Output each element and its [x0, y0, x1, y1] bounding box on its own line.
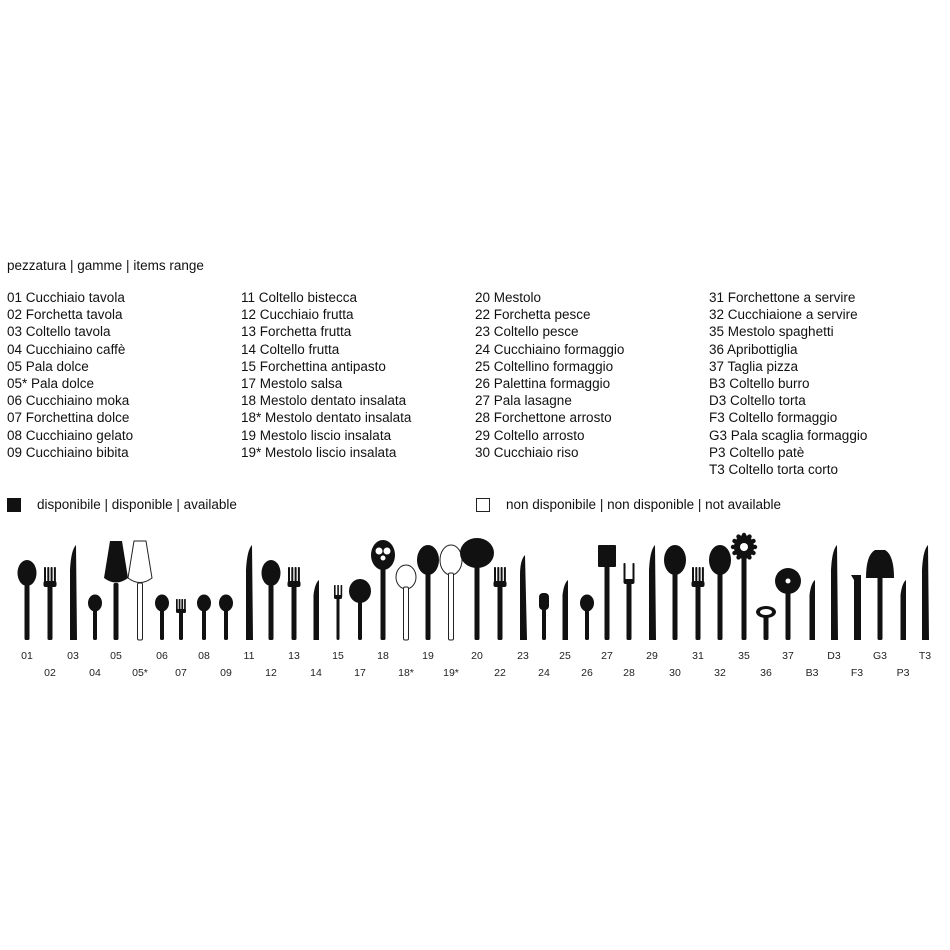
- tool-code-label: 24: [538, 667, 550, 679]
- tool-09-icon: [219, 595, 233, 641]
- item-entry: 30 Cucchiaio riso: [475, 444, 579, 460]
- item-entry: F3 Coltello formaggio: [709, 410, 838, 426]
- item-entry: 22 Forchetta pesce: [475, 307, 591, 323]
- tool-code-label: 32: [714, 667, 726, 679]
- tool-code-label: 01: [21, 650, 33, 662]
- tool-36-icon: [756, 606, 776, 640]
- item-entry: 08 Cucchiaino gelato: [7, 427, 134, 443]
- tool-04-icon: [88, 595, 102, 641]
- tool-30-icon: [664, 545, 686, 640]
- item-entry: 17 Mestolo salsa: [241, 376, 343, 392]
- tool-19-icon: [417, 545, 439, 640]
- tool-code-label: D3: [827, 650, 841, 662]
- tool-code-label: 18: [377, 650, 389, 662]
- tool-17-icon: [349, 579, 371, 640]
- tool-code-label: 29: [646, 650, 658, 662]
- item-entry: 12 Cucchiaio frutta: [241, 307, 354, 323]
- item-entry: 14 Coltello frutta: [241, 341, 340, 357]
- item-entry: 28 Forchettone arrosto: [475, 410, 612, 426]
- legend-available: [7, 497, 237, 512]
- filled-square-icon: [7, 498, 21, 512]
- items-column-2: [241, 289, 411, 461]
- legend-available-label: disponibile | disponible | available: [37, 497, 237, 512]
- tool-code-label: 28: [623, 667, 635, 679]
- tool-19-alt-icon: [440, 545, 462, 640]
- page-heading: pezzatura | gamme | items range: [7, 258, 204, 273]
- tool-code-label: 04: [89, 667, 101, 679]
- tool-31-icon: [692, 567, 705, 640]
- tool-12-icon: [262, 560, 281, 640]
- tool-code-label: 14: [310, 667, 322, 679]
- tool-18-alt-icon: [396, 565, 416, 640]
- tool-37-icon: [775, 568, 801, 640]
- tool-code-label: 37: [782, 650, 794, 662]
- item-entry: 18 Mestolo dentato insalata: [241, 393, 407, 409]
- tool-14-icon: [314, 580, 320, 640]
- item-entry: 15 Forchettina antipasto: [241, 358, 386, 374]
- tool-code-label: 26: [581, 667, 593, 679]
- item-entry: 31 Forchettone a servire: [709, 290, 856, 305]
- item-entry: 23 Coltello pesce: [475, 324, 579, 340]
- tool-code-label: 13: [288, 650, 300, 662]
- tool-32-icon: [709, 545, 731, 640]
- item-entry: 37 Taglia pizza: [709, 358, 799, 374]
- tool-06-icon: [155, 595, 169, 641]
- tool-G3-icon: [866, 550, 894, 640]
- tool-code-label: F3: [850, 667, 864, 679]
- item-entry: 25 Coltellino formaggio: [475, 358, 614, 374]
- tool-code-label: B3: [805, 667, 819, 679]
- items-column-4: [709, 289, 867, 478]
- tool-code-label: 19: [422, 650, 434, 662]
- tool-code-label: 27: [601, 650, 613, 662]
- legend-not-available-label: non disponibile | non disponible | not available: [506, 497, 781, 512]
- tool-08-icon: [197, 595, 211, 641]
- tool-22-icon: [494, 567, 507, 640]
- item-entry: D3 Coltello torta: [709, 393, 806, 409]
- tool-code-label: G3: [872, 650, 888, 662]
- item-entry: 20 Mestolo: [475, 290, 542, 305]
- item-entry: P3 Coltello patè: [709, 444, 805, 460]
- item-entry: 13 Forchetta frutta: [241, 324, 352, 340]
- tool-code-label: 03: [67, 650, 79, 662]
- item-entry: 19 Mestolo liscio insalata: [241, 427, 392, 443]
- tool-26-icon: [580, 595, 594, 641]
- item-entry: 05* Pala dolce: [7, 376, 95, 392]
- tool-code-label: 11: [243, 650, 255, 662]
- tool-code-label: T3: [918, 650, 932, 662]
- tool-code-label: 30: [669, 667, 681, 679]
- item-entry: 05 Pala dolce: [7, 358, 89, 374]
- item-entry: 09 Cucchiaino bibita: [7, 444, 129, 460]
- tool-code-label: 06: [156, 650, 168, 662]
- tool-code-label: 17: [354, 667, 366, 679]
- item-entry: 04 Cucchiaino caffè: [7, 341, 126, 357]
- item-entry: 06 Cucchiaino moka: [7, 393, 130, 409]
- tool-F3-icon: [851, 575, 861, 640]
- item-entry: 11 Coltello bistecca: [241, 290, 358, 305]
- item-entry: 27 Pala lasagne: [475, 393, 572, 409]
- tool-23-icon: [520, 555, 527, 640]
- tool-code-label: 31: [692, 650, 704, 662]
- item-entry: 03 Coltello tavola: [7, 324, 111, 340]
- item-entry: 35 Mestolo spaghetti: [709, 324, 834, 340]
- tool-code-label: 19*: [443, 667, 459, 679]
- item-entry: B3 Coltello burro: [709, 376, 810, 392]
- tool-07-icon: [176, 599, 186, 640]
- empty-square-icon: [476, 498, 490, 512]
- tool-code-label: 20: [471, 650, 483, 662]
- tool-code-label: 22: [494, 667, 506, 679]
- cutlery-silhouettes: [0, 525, 950, 685]
- item-entry: G3 Pala scaglia formaggio: [709, 427, 868, 443]
- tool-20-icon: [460, 538, 494, 640]
- item-entry: 07 Forchettina dolce: [7, 410, 130, 426]
- tool-29-icon: [649, 545, 656, 640]
- tool-code-label: 12: [265, 667, 277, 679]
- tool-01-icon: [18, 560, 37, 640]
- tool-35-icon: [731, 533, 757, 640]
- tool-code-label: 02: [44, 667, 56, 679]
- tool-code-label: 23: [517, 650, 529, 662]
- tool-code-label: 35: [738, 650, 750, 662]
- tool-28-icon: [624, 563, 635, 640]
- tool-code-label: 15: [332, 650, 344, 662]
- tool-15-icon: [334, 585, 342, 640]
- tool-03-icon: [70, 545, 77, 640]
- tool-D3-icon: [831, 545, 838, 640]
- tool-02-icon: [44, 567, 57, 640]
- tool-P3-icon: [901, 580, 907, 640]
- tool-code-label: 05: [110, 650, 122, 662]
- item-entry: 29 Coltello arrosto: [475, 427, 585, 443]
- tool-05-icon: [104, 541, 128, 640]
- tool-code-label: 18*: [398, 667, 414, 679]
- item-entry: 32 Cucchiaione a servire: [709, 307, 858, 323]
- tool-11-icon: [246, 545, 253, 640]
- tool-code-label: P3: [896, 667, 910, 679]
- tool-05-alt-icon: [128, 541, 152, 640]
- item-entry: 19* Mestolo liscio insalata: [241, 444, 397, 460]
- tool-code-label: 08: [198, 650, 210, 662]
- tool-code-label: 05*: [132, 667, 148, 679]
- tool-27-icon: [598, 545, 616, 640]
- tool-code-label: 09: [220, 667, 232, 679]
- tool-24-icon: [539, 593, 549, 640]
- tool-code-label: 07: [175, 667, 187, 679]
- tool-T3-icon: [922, 545, 929, 640]
- tool-13-icon: [288, 567, 301, 640]
- tool-code-label: 36: [760, 667, 772, 679]
- item-entry: 26 Palettina formaggio: [475, 376, 611, 392]
- items-column-3: [475, 289, 624, 461]
- tool-18-icon: [371, 540, 395, 640]
- item-entry: 36 Apribottiglia: [709, 341, 798, 357]
- items-column-1: [7, 289, 133, 461]
- item-entry: 01 Cucchiaio tavola: [7, 290, 125, 305]
- tool-B3-icon: [810, 580, 816, 640]
- item-entry: T3 Coltello torta corto: [709, 462, 839, 478]
- item-entry: 24 Cucchiaino formaggio: [475, 341, 625, 357]
- tool-code-label: 25: [559, 650, 571, 662]
- legend-not-available: [476, 497, 781, 512]
- item-entry: 18* Mestolo dentato insalata: [241, 410, 412, 426]
- tool-25-icon: [563, 580, 569, 640]
- item-entry: 02 Forchetta tavola: [7, 307, 123, 323]
